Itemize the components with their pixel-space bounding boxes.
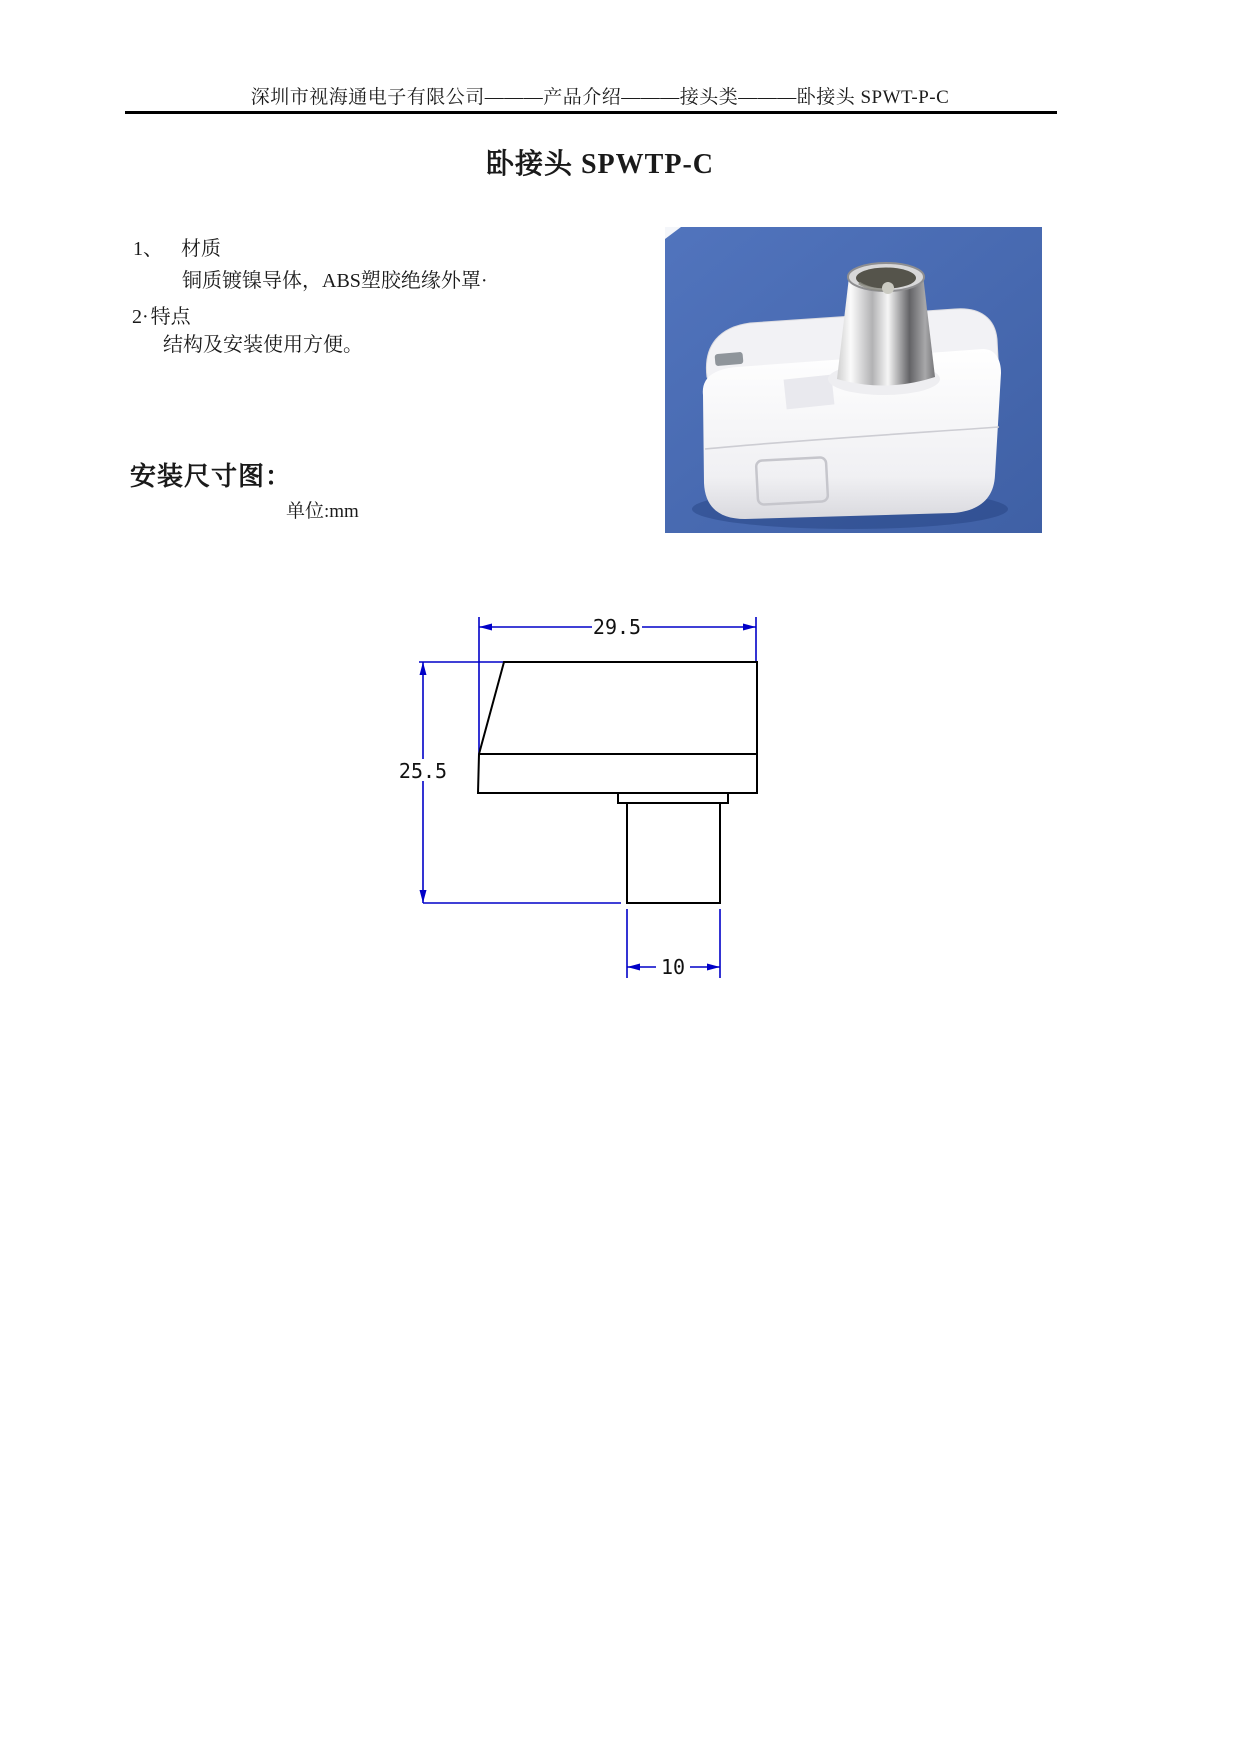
plug-width-dimension-label: 10 — [660, 955, 686, 979]
product-photo — [665, 227, 1042, 533]
spec-item-2-number: 2· — [132, 306, 149, 328]
page-title: 卧接头 SPWTP-C — [485, 149, 714, 180]
spec-item-2-body: 结构及安装使用方便。 — [163, 334, 363, 356]
dimension-drawing — [360, 580, 800, 1010]
step-outline — [618, 793, 728, 803]
header-rule — [125, 111, 1057, 114]
body-outline — [478, 662, 757, 793]
plug-outline — [627, 803, 720, 903]
body-slot — [715, 352, 744, 366]
dimension-section-heading: 安装尺寸图： — [130, 462, 293, 491]
spec-item-2-heading — [132, 300, 191, 329]
spec-item-1-heading — [133, 232, 221, 261]
dimension-lines — [419, 617, 756, 978]
dimension-labels — [395, 615, 690, 979]
barrel-pin — [882, 282, 894, 294]
width-dimension-label: 29.5 — [592, 615, 642, 639]
unit-label: 单位:mm — [286, 501, 359, 522]
header-breadcrumb: 深圳市视海通电子有限公司———产品介绍———接头类———卧接头 SPWT-P-C — [250, 87, 950, 108]
spec-item-1-label: 材质 — [181, 238, 221, 260]
dimension-arrowheads — [420, 624, 757, 971]
spec-item-1-body: 铜质镀镍导体，ABS塑胶绝缘外罩· — [182, 270, 488, 292]
body-molding-mark — [784, 375, 835, 410]
part-outline — [478, 662, 757, 903]
spec-item-2-label: 特点 — [150, 306, 191, 328]
spec-item-1-number: 1、 — [133, 238, 163, 260]
height-dimension-label: 25.5 — [398, 759, 448, 783]
